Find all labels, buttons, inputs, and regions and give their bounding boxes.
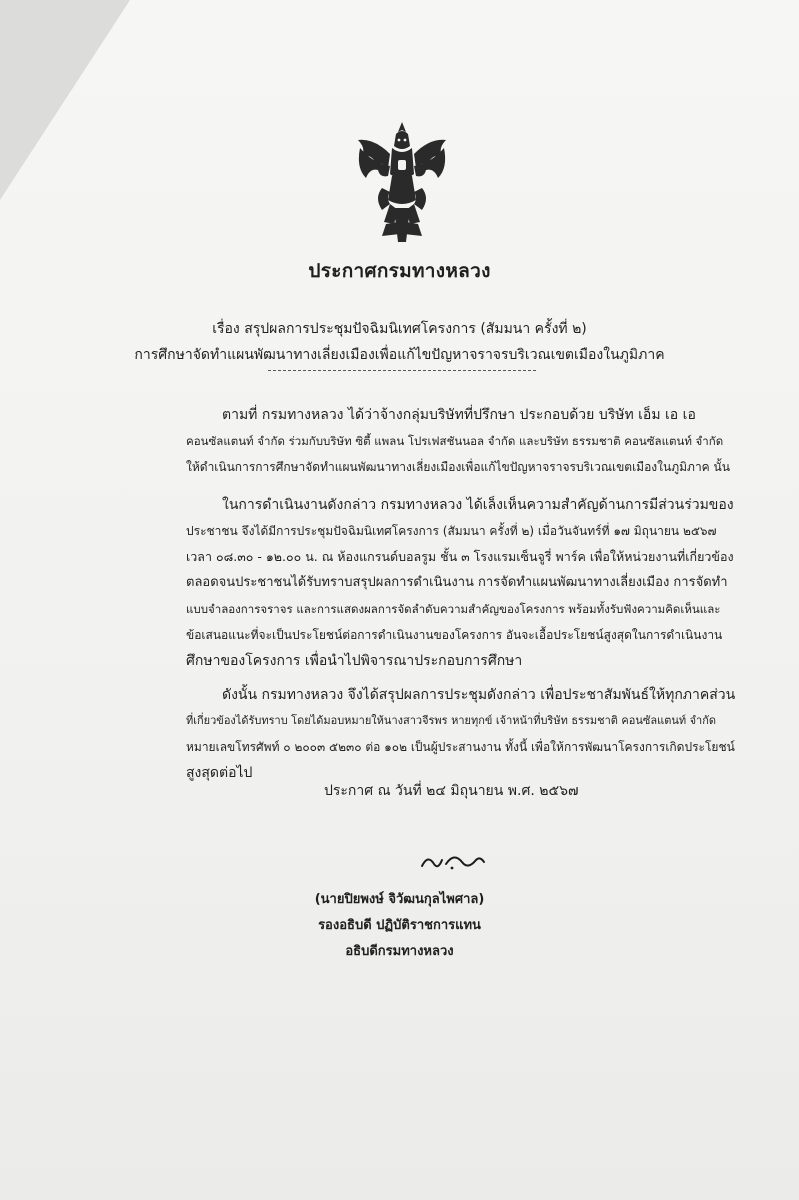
announcement-date: ประกาศ ณ วันที่ ๒๔ มิถุนายน พ.ศ. ๒๕๖๗ — [324, 783, 579, 799]
announcement-title: ประกาศกรมทางหลวง — [308, 260, 491, 282]
signer-position: อธิบดีกรมทางหลวง — [345, 944, 454, 959]
dotted-separator — [268, 370, 536, 371]
paragraph-line: สูงสุดต่อไป — [186, 765, 253, 781]
paragraph-1 — [186, 402, 738, 480]
garuda-emblem-icon — [352, 118, 452, 248]
subject-line-1: เรื่อง สรุปผลการประชุมปัจฉิมนิเทศโครงการ (สัมมนา ครั้งที่ ๒) — [212, 321, 587, 337]
paragraph-line: ตามที่ กรมทางหลวง ได้ว่าจ้างกลุ่มบริษัทที่ปรึกษา ประกอบด้วย บริษัท เอ็ม เอ เอ — [222, 407, 696, 423]
paragraph-line: ศึกษาของโครงการ เพื่อนำไปพิจารณาประกอบการศึกษา — [186, 653, 523, 669]
paragraph-3 — [186, 682, 738, 786]
paragraph-line: ในการดำเนินงานดังกล่าว กรมทางหลวง ได้เล็งเห็นความสำคัญด้านการมีส่วนร่วมของ — [222, 497, 734, 513]
handwritten-signature — [418, 848, 488, 874]
paragraph-line: คอนซัลแตนท์ จำกัด ร่วมกับบริษัท ซิตี้ แพลน โปรเฟสชันนอล จำกัด และบริษัท ธรรมชาติ คอนซัลแตนท์ จำกัด — [186, 434, 724, 448]
paragraph-line: ดังนั้น กรมทางหลวง จึงได้สรุปผลการประชุมดังกล่าว เพื่อประชาสัมพันธ์ให้ทุกภาคส่วน — [222, 687, 736, 703]
signer-position: รองอธิบดี ปฏิบัติราชการแทน — [318, 918, 481, 933]
paragraph-line: ตลอดจนประชาชนได้รับทราบสรุปผลการดำเนินงาน การจัดทำแผนพัฒนาทางเลี่ยงเมือง การจัดทำ — [186, 575, 728, 590]
paragraph-line: ให้ดำเนินการการศึกษาจัดทำแผนพัฒนาทางเลี่ยงเมืองเพื่อแก้ไขปัญหาจราจรบริเวณเขตเมืองในภูมิภาค นั้น — [186, 460, 730, 474]
paragraph-line: เวลา ๐๘.๓๐ - ๑๒.๐๐ น. ณ ห้องแกรนด์บอลรูม ชั้น ๓ โรงแรมเซ็นจูรี่ พาร์ค เพื่อให้หน่วยงานที่เกี่ยวข้อง — [186, 549, 734, 564]
page-fold-shadow — [0, 0, 130, 200]
paragraph-line: แบบจำลองการจราจร และการแสดงผลการจัดลำดับความสำคัญของโครงการ พร้อมทั้งรับฟังความคิดเห็นและ — [186, 602, 721, 616]
signer-name: (นายปิยพงษ์ จิวัฒนกุลไพศาล) — [314, 892, 485, 907]
paragraph-line: ข้อเสนอแนะที่จะเป็นประโยชน์ต่อการดำเนินงานของโครงการ อันจะเอื้อประโยชน์สูงสุดในการดำเนินงาน — [186, 628, 723, 642]
paragraph-line: ประชาชน จึงได้มีการประชุมปัจฉิมนิเทศโครงการ (สัมมนา ครั้งที่ ๒) เมื่อวันจันทร์ที่ ๑๗ มิถุนายน ๒๕๖๗ — [186, 524, 717, 538]
subject-line-2: การศึกษาจัดทำแผนพัฒนาทางเลี่ยงเมืองเพื่อแก้ไขปัญหาจราจรบริเวณเขตเมืองในภูมิภาค — [134, 347, 665, 363]
paragraph-2 — [186, 492, 738, 674]
paragraph-line: ที่เกี่ยวข้องได้รับทราบ โดยได้มอบหมายให้นางสาวจีรพร หายทุกข์ เจ้าหน้าที่บริษัท ธรรมชาติ คอนซัลแตนท์ จำกัด — [186, 714, 717, 727]
paragraph-line: หมายเลขโทรศัพท์ ๐ ๒๐๐๓ ๕๒๓๐ ต่อ ๑๐๒ เป็นผู้ประสานงาน ทั้งนี้ เพื่อให้การพัฒนาโครงการเกิดประโยชน์ — [186, 740, 735, 754]
